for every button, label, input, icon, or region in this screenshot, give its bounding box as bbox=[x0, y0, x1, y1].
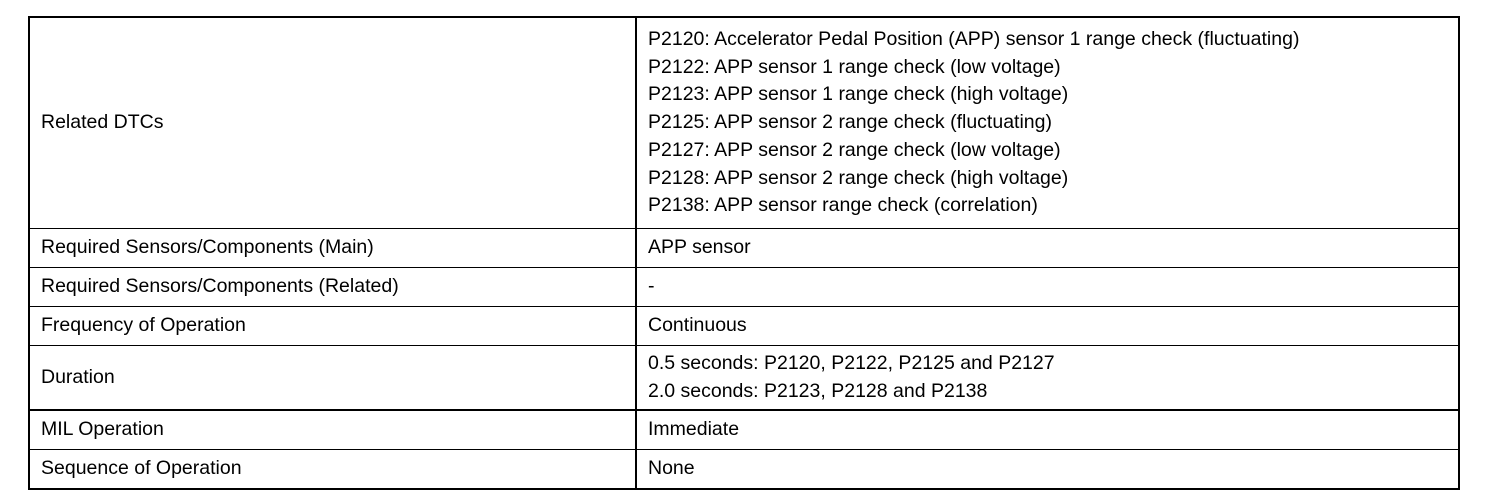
dtc-line-p2125: P2125: APP sensor 2 range check (fluctuating) bbox=[648, 111, 1052, 134]
value-duration bbox=[636, 346, 1459, 411]
label-mil-operation: MIL Operation bbox=[29, 410, 636, 450]
dtc-specification-table bbox=[28, 16, 1460, 490]
value-mil-operation: Immediate bbox=[636, 410, 1459, 450]
table-row-related-dtcs bbox=[29, 17, 1459, 229]
value-sequence: None bbox=[636, 450, 1459, 490]
value-required-related: - bbox=[636, 268, 1459, 307]
dtc-line-p2120: P2120: Accelerator Pedal Position (APP) sensor 1 range check (fluctuating) bbox=[648, 28, 1300, 51]
table-row-mil bbox=[29, 410, 1459, 450]
duration-line-2-0s: 2.0 seconds: P2123, P2128 and P2138 bbox=[648, 379, 988, 402]
dtc-line-p2138: P2138: APP sensor range check (correlation) bbox=[648, 194, 1038, 217]
table-row-required-related bbox=[29, 268, 1459, 307]
table-row-required-main bbox=[29, 229, 1459, 268]
value-required-main: APP sensor bbox=[636, 229, 1459, 268]
label-required-related: Required Sensors/Components (Related) bbox=[29, 268, 636, 307]
value-frequency: Continuous bbox=[636, 307, 1459, 346]
dtc-line-p2128: P2128: APP sensor 2 range check (high voltage) bbox=[648, 166, 1069, 189]
table-row-sequence bbox=[29, 450, 1459, 490]
label-duration: Duration bbox=[29, 346, 636, 411]
value-related-dtcs bbox=[636, 17, 1459, 229]
dtc-line-p2122: P2122: APP sensor 1 range check (low voltage) bbox=[648, 55, 1061, 78]
dtc-line-p2123: P2123: APP sensor 1 range check (high voltage) bbox=[648, 83, 1069, 106]
duration-line-0-5s: 0.5 seconds: P2120, P2122, P2125 and P2127 bbox=[648, 351, 1055, 374]
dtc-line-p2127: P2127: APP sensor 2 range check (low voltage) bbox=[648, 138, 1061, 161]
label-frequency: Frequency of Operation bbox=[29, 307, 636, 346]
label-required-main: Required Sensors/Components (Main) bbox=[29, 229, 636, 268]
label-sequence: Sequence of Operation bbox=[29, 450, 636, 490]
label-related-dtcs: Related DTCs bbox=[29, 17, 636, 229]
table-row-frequency bbox=[29, 307, 1459, 346]
table-row-duration bbox=[29, 346, 1459, 411]
